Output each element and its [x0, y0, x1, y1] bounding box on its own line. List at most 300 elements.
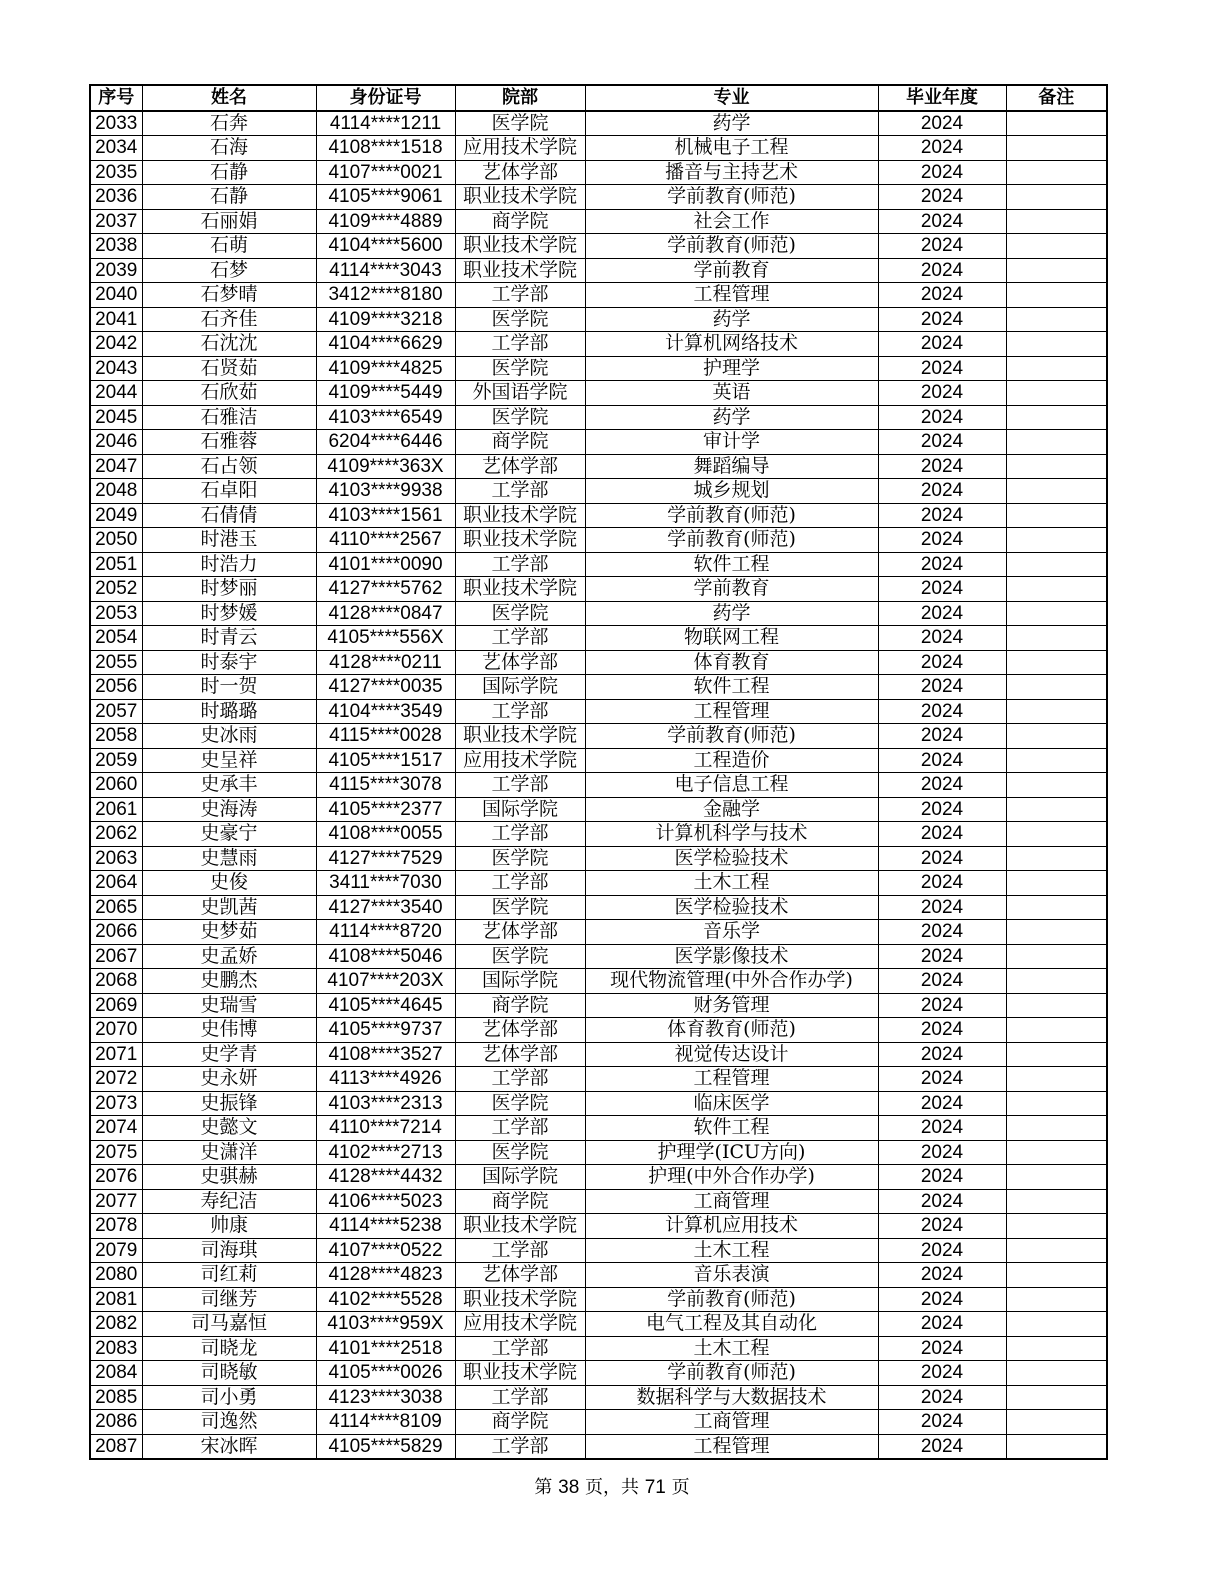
cell-remarks: [1006, 773, 1107, 798]
cell-serial: 2042: [90, 332, 142, 357]
cell-remarks: [1006, 111, 1107, 136]
table-row: [90, 209, 1107, 234]
cell-major: 药学: [585, 307, 878, 332]
cell-graduation-year: 2024: [878, 748, 1006, 773]
cell-id-number: 4102****2713: [316, 1140, 455, 1165]
table-row: [90, 577, 1107, 602]
table-row: [90, 944, 1107, 969]
cell-department: 医学院: [455, 601, 585, 626]
cell-major: 工程造价: [585, 748, 878, 773]
cell-graduation-year: 2024: [878, 1189, 1006, 1214]
cell-serial: 2034: [90, 136, 142, 161]
cell-major: 工程管理: [585, 1067, 878, 1092]
cell-serial: 2050: [90, 528, 142, 553]
cell-department: 职业技术学院: [455, 1287, 585, 1312]
cell-id-number: 4109****363X: [316, 454, 455, 479]
cell-department: 工学部: [455, 283, 585, 308]
cell-serial: 2041: [90, 307, 142, 332]
cell-name: 史俊: [142, 871, 316, 896]
cell-id-number: 4108****3527: [316, 1042, 455, 1067]
cell-serial: 2075: [90, 1140, 142, 1165]
cell-name: 石丽娟: [142, 209, 316, 234]
cell-major: 药学: [585, 111, 878, 136]
table-row: [90, 356, 1107, 381]
table-row: [90, 1312, 1107, 1337]
cell-department: 职业技术学院: [455, 1361, 585, 1386]
cell-remarks: [1006, 454, 1107, 479]
cell-remarks: [1006, 626, 1107, 651]
cell-major: 工商管理: [585, 1410, 878, 1435]
cell-major: 药学: [585, 405, 878, 430]
table-row: [90, 846, 1107, 871]
cell-department: 工学部: [455, 822, 585, 847]
cell-id-number: 4103****9938: [316, 479, 455, 504]
cell-serial: 2065: [90, 895, 142, 920]
cell-department: 艺体学部: [455, 1018, 585, 1043]
cell-major: 医学影像技术: [585, 944, 878, 969]
cell-major: 软件工程: [585, 552, 878, 577]
cell-id-number: 4104****6629: [316, 332, 455, 357]
cell-serial: 2063: [90, 846, 142, 871]
cell-id-number: 4105****556X: [316, 626, 455, 651]
cell-remarks: [1006, 209, 1107, 234]
cell-name: 时港玉: [142, 528, 316, 553]
cell-department: 国际学院: [455, 797, 585, 822]
cell-department: 医学院: [455, 846, 585, 871]
cell-graduation-year: 2024: [878, 528, 1006, 553]
cell-department: 职业技术学院: [455, 1214, 585, 1239]
cell-graduation-year: 2024: [878, 699, 1006, 724]
graduate-table: [89, 84, 1108, 1460]
cell-graduation-year: 2024: [878, 381, 1006, 406]
cell-serial: 2066: [90, 920, 142, 945]
page-footer: [0, 1473, 1224, 1499]
cell-id-number: 4105****9737: [316, 1018, 455, 1043]
cell-major: 医学检验技术: [585, 846, 878, 871]
cell-graduation-year: 2024: [878, 283, 1006, 308]
cell-remarks: [1006, 283, 1107, 308]
cell-remarks: [1006, 503, 1107, 528]
cell-department: 医学院: [455, 356, 585, 381]
cell-name: 司逸然: [142, 1410, 316, 1435]
header-major: 专业: [585, 85, 878, 111]
cell-id-number: 4114****5238: [316, 1214, 455, 1239]
cell-major: 财务管理: [585, 993, 878, 1018]
cell-department: 应用技术学院: [455, 748, 585, 773]
table-row: [90, 1140, 1107, 1165]
cell-remarks: [1006, 528, 1107, 553]
table-row: [90, 1385, 1107, 1410]
table-row: [90, 1165, 1107, 1190]
cell-major: 视觉传达设计: [585, 1042, 878, 1067]
table-row: [90, 626, 1107, 651]
cell-serial: 2077: [90, 1189, 142, 1214]
cell-graduation-year: 2024: [878, 430, 1006, 455]
cell-serial: 2058: [90, 724, 142, 749]
cell-name: 史孟娇: [142, 944, 316, 969]
cell-major: 学前教育(师范): [585, 503, 878, 528]
table-row: [90, 1189, 1107, 1214]
cell-serial: 2078: [90, 1214, 142, 1239]
cell-graduation-year: 2024: [878, 920, 1006, 945]
cell-serial: 2047: [90, 454, 142, 479]
cell-department: 工学部: [455, 552, 585, 577]
cell-major: 电子信息工程: [585, 773, 878, 798]
cell-remarks: [1006, 993, 1107, 1018]
cell-serial: 2085: [90, 1385, 142, 1410]
cell-serial: 2072: [90, 1067, 142, 1092]
cell-major: 金融学: [585, 797, 878, 822]
cell-graduation-year: 2024: [878, 822, 1006, 847]
cell-name: 史呈祥: [142, 748, 316, 773]
cell-remarks: [1006, 1287, 1107, 1312]
header-graduation-year: 毕业年度: [878, 85, 1006, 111]
cell-id-number: 4107****0522: [316, 1238, 455, 1263]
cell-department: 商学院: [455, 1410, 585, 1435]
cell-id-number: 4105****2377: [316, 797, 455, 822]
cell-major: 计算机网络技术: [585, 332, 878, 357]
cell-department: 医学院: [455, 895, 585, 920]
cell-name: 司马嘉恒: [142, 1312, 316, 1337]
cell-name: 寿纪洁: [142, 1189, 316, 1214]
table-row: [90, 160, 1107, 185]
cell-graduation-year: 2024: [878, 846, 1006, 871]
cell-graduation-year: 2024: [878, 993, 1006, 1018]
cell-graduation-year: 2024: [878, 1165, 1006, 1190]
cell-graduation-year: 2024: [878, 895, 1006, 920]
cell-department: 职业技术学院: [455, 528, 585, 553]
cell-department: 艺体学部: [455, 650, 585, 675]
cell-id-number: 4127****7529: [316, 846, 455, 871]
cell-serial: 2040: [90, 283, 142, 308]
cell-remarks: [1006, 160, 1107, 185]
cell-major: 工程管理: [585, 283, 878, 308]
cell-graduation-year: 2024: [878, 1018, 1006, 1043]
cell-department: 商学院: [455, 209, 585, 234]
cell-name: 石海: [142, 136, 316, 161]
table-row: [90, 136, 1107, 161]
cell-id-number: 6204****6446: [316, 430, 455, 455]
cell-serial: 2076: [90, 1165, 142, 1190]
header-serial: 序号: [90, 85, 142, 111]
cell-name: 史冰雨: [142, 724, 316, 749]
cell-department: 国际学院: [455, 675, 585, 700]
cell-graduation-year: 2024: [878, 944, 1006, 969]
cell-id-number: 4114****8720: [316, 920, 455, 945]
cell-serial: 2037: [90, 209, 142, 234]
cell-id-number: 4115****0028: [316, 724, 455, 749]
cell-graduation-year: 2024: [878, 1140, 1006, 1165]
cell-serial: 2033: [90, 111, 142, 136]
footer-total-pages: 71: [644, 1477, 666, 1498]
table-row: [90, 797, 1107, 822]
table-row: [90, 283, 1107, 308]
cell-remarks: [1006, 944, 1107, 969]
cell-serial: 2086: [90, 1410, 142, 1435]
cell-graduation-year: 2024: [878, 675, 1006, 700]
cell-major: 护理学: [585, 356, 878, 381]
cell-id-number: 4105****5829: [316, 1434, 455, 1459]
cell-graduation-year: 2024: [878, 724, 1006, 749]
cell-department: 医学院: [455, 307, 585, 332]
cell-serial: 2068: [90, 969, 142, 994]
cell-major: 英语: [585, 381, 878, 406]
cell-id-number: 4101****0090: [316, 552, 455, 577]
table-body: [90, 111, 1107, 1460]
cell-major: 学前教育(师范): [585, 234, 878, 259]
cell-id-number: 4127****3540: [316, 895, 455, 920]
cell-remarks: [1006, 846, 1107, 871]
cell-remarks: [1006, 1165, 1107, 1190]
cell-department: 医学院: [455, 405, 585, 430]
cell-remarks: [1006, 356, 1107, 381]
table-row: [90, 724, 1107, 749]
table-header-row: [90, 85, 1107, 111]
cell-name: 史振锋: [142, 1091, 316, 1116]
cell-graduation-year: 2024: [878, 1091, 1006, 1116]
cell-department: 职业技术学院: [455, 258, 585, 283]
cell-id-number: 4128****0847: [316, 601, 455, 626]
cell-department: 应用技术学院: [455, 136, 585, 161]
cell-remarks: [1006, 920, 1107, 945]
cell-serial: 2062: [90, 822, 142, 847]
cell-name: 时一贺: [142, 675, 316, 700]
cell-serial: 2061: [90, 797, 142, 822]
cell-id-number: 4104****3549: [316, 699, 455, 724]
table-row: [90, 1410, 1107, 1435]
cell-remarks: [1006, 405, 1107, 430]
cell-id-number: 4109****4889: [316, 209, 455, 234]
cell-name: 史梦茹: [142, 920, 316, 945]
cell-major: 土木工程: [585, 1336, 878, 1361]
cell-name: 史鹏杰: [142, 969, 316, 994]
cell-department: 医学院: [455, 1091, 585, 1116]
cell-id-number: 4108****0055: [316, 822, 455, 847]
cell-id-number: 4106****5023: [316, 1189, 455, 1214]
cell-id-number: 4108****1518: [316, 136, 455, 161]
cell-major: 体育教育(师范): [585, 1018, 878, 1043]
cell-id-number: 4109****5449: [316, 381, 455, 406]
cell-name: 时梦媛: [142, 601, 316, 626]
cell-graduation-year: 2024: [878, 1238, 1006, 1263]
cell-id-number: 4103****2313: [316, 1091, 455, 1116]
cell-department: 工学部: [455, 773, 585, 798]
table-row: [90, 993, 1107, 1018]
cell-name: 石雅洁: [142, 405, 316, 430]
cell-major: 学前教育(师范): [585, 1361, 878, 1386]
cell-name: 司继芳: [142, 1287, 316, 1312]
cell-graduation-year: 2024: [878, 111, 1006, 136]
cell-remarks: [1006, 724, 1107, 749]
cell-graduation-year: 2024: [878, 626, 1006, 651]
table-row: [90, 1042, 1107, 1067]
cell-remarks: [1006, 185, 1107, 210]
cell-department: 职业技术学院: [455, 503, 585, 528]
cell-remarks: [1006, 675, 1107, 700]
cell-department: 工学部: [455, 871, 585, 896]
cell-graduation-year: 2024: [878, 356, 1006, 381]
cell-graduation-year: 2024: [878, 136, 1006, 161]
cell-graduation-year: 2024: [878, 258, 1006, 283]
table-row: [90, 920, 1107, 945]
cell-department: 艺体学部: [455, 920, 585, 945]
table-row: [90, 675, 1107, 700]
cell-serial: 2073: [90, 1091, 142, 1116]
cell-department: 外国语学院: [455, 381, 585, 406]
cell-graduation-year: 2024: [878, 234, 1006, 259]
cell-name: 石梦: [142, 258, 316, 283]
cell-serial: 2052: [90, 577, 142, 602]
cell-graduation-year: 2024: [878, 503, 1006, 528]
cell-department: 职业技术学院: [455, 577, 585, 602]
cell-major: 学前教育(师范): [585, 1287, 878, 1312]
cell-graduation-year: 2024: [878, 185, 1006, 210]
table-row: [90, 1336, 1107, 1361]
cell-id-number: 4123****3038: [316, 1385, 455, 1410]
cell-id-number: 4105****0026: [316, 1361, 455, 1386]
table-row: [90, 601, 1107, 626]
table-row: [90, 1067, 1107, 1092]
cell-graduation-year: 2024: [878, 552, 1006, 577]
cell-name: 史海涛: [142, 797, 316, 822]
table-row: [90, 258, 1107, 283]
cell-major: 工商管理: [585, 1189, 878, 1214]
cell-serial: 2048: [90, 479, 142, 504]
cell-department: 艺体学部: [455, 1042, 585, 1067]
cell-id-number: 4110****2567: [316, 528, 455, 553]
cell-graduation-year: 2024: [878, 797, 1006, 822]
cell-remarks: [1006, 577, 1107, 602]
cell-department: 工学部: [455, 1434, 585, 1459]
cell-id-number: 4103****6549: [316, 405, 455, 430]
cell-department: 职业技术学院: [455, 185, 585, 210]
cell-major: 城乡规划: [585, 479, 878, 504]
cell-department: 国际学院: [455, 1165, 585, 1190]
cell-major: 学前教育: [585, 577, 878, 602]
cell-major: 药学: [585, 601, 878, 626]
cell-id-number: 4128****4823: [316, 1263, 455, 1288]
cell-major: 数据科学与大数据技术: [585, 1385, 878, 1410]
table-row: [90, 332, 1107, 357]
cell-major: 审计学: [585, 430, 878, 455]
cell-major: 学前教育(师范): [585, 185, 878, 210]
cell-id-number: 4103****1561: [316, 503, 455, 528]
cell-remarks: [1006, 552, 1107, 577]
cell-serial: 2069: [90, 993, 142, 1018]
cell-serial: 2035: [90, 160, 142, 185]
cell-department: 工学部: [455, 1067, 585, 1092]
cell-graduation-year: 2024: [878, 1385, 1006, 1410]
cell-major: 电气工程及其自动化: [585, 1312, 878, 1337]
cell-department: 工学部: [455, 1116, 585, 1141]
footer-page-number: 38: [558, 1477, 580, 1498]
cell-remarks: [1006, 871, 1107, 896]
cell-major: 学前教育(师范): [585, 528, 878, 553]
table-row: [90, 1238, 1107, 1263]
cell-graduation-year: 2024: [878, 773, 1006, 798]
cell-major: 医学检验技术: [585, 895, 878, 920]
cell-department: 工学部: [455, 626, 585, 651]
table-row: [90, 405, 1107, 430]
cell-name: 石沈沈: [142, 332, 316, 357]
cell-name: 石齐佳: [142, 307, 316, 332]
cell-serial: 2080: [90, 1263, 142, 1288]
cell-major: 社会工作: [585, 209, 878, 234]
cell-department: 医学院: [455, 111, 585, 136]
cell-major: 工程管理: [585, 699, 878, 724]
cell-graduation-year: 2024: [878, 969, 1006, 994]
cell-department: 商学院: [455, 993, 585, 1018]
cell-remarks: [1006, 136, 1107, 161]
cell-id-number: 4114****1211: [316, 111, 455, 136]
cell-major: 机械电子工程: [585, 136, 878, 161]
cell-serial: 2049: [90, 503, 142, 528]
cell-serial: 2045: [90, 405, 142, 430]
cell-remarks: [1006, 307, 1107, 332]
table-row: [90, 307, 1107, 332]
cell-id-number: 4127****0035: [316, 675, 455, 700]
table-row: [90, 528, 1107, 553]
cell-department: 艺体学部: [455, 454, 585, 479]
cell-department: 工学部: [455, 1385, 585, 1410]
table-row: [90, 699, 1107, 724]
cell-id-number: 4127****5762: [316, 577, 455, 602]
cell-name: 史懿文: [142, 1116, 316, 1141]
cell-major: 播音与主持艺术: [585, 160, 878, 185]
cell-serial: 2079: [90, 1238, 142, 1263]
cell-graduation-year: 2024: [878, 1361, 1006, 1386]
cell-major: 学前教育(师范): [585, 724, 878, 749]
cell-name: 史学青: [142, 1042, 316, 1067]
cell-remarks: [1006, 1140, 1107, 1165]
cell-graduation-year: 2024: [878, 1287, 1006, 1312]
cell-id-number: 3411****7030: [316, 871, 455, 896]
cell-major: 土木工程: [585, 1238, 878, 1263]
cell-name: 石静: [142, 160, 316, 185]
cell-name: 石奔: [142, 111, 316, 136]
table-row: [90, 1214, 1107, 1239]
cell-graduation-year: 2024: [878, 405, 1006, 430]
cell-remarks: [1006, 234, 1107, 259]
table-row: [90, 234, 1107, 259]
cell-major: 软件工程: [585, 675, 878, 700]
cell-name: 石静: [142, 185, 316, 210]
cell-serial: 2044: [90, 381, 142, 406]
cell-major: 舞蹈编导: [585, 454, 878, 479]
cell-name: 史慧雨: [142, 846, 316, 871]
cell-graduation-year: 2024: [878, 871, 1006, 896]
cell-name: 司海琪: [142, 1238, 316, 1263]
cell-name: 石萌: [142, 234, 316, 259]
cell-major: 物联网工程: [585, 626, 878, 651]
cell-serial: 2038: [90, 234, 142, 259]
table-row: [90, 552, 1107, 577]
table-row: [90, 1116, 1107, 1141]
cell-id-number: 4102****5528: [316, 1287, 455, 1312]
table-row: [90, 1263, 1107, 1288]
cell-department: 商学院: [455, 430, 585, 455]
cell-remarks: [1006, 1410, 1107, 1435]
cell-remarks: [1006, 479, 1107, 504]
cell-major: 计算机应用技术: [585, 1214, 878, 1239]
cell-graduation-year: 2024: [878, 650, 1006, 675]
cell-department: 工学部: [455, 1336, 585, 1361]
cell-department: 商学院: [455, 1189, 585, 1214]
cell-id-number: 4128****4432: [316, 1165, 455, 1190]
cell-serial: 2081: [90, 1287, 142, 1312]
cell-department: 工学部: [455, 332, 585, 357]
cell-name: 史永妍: [142, 1067, 316, 1092]
